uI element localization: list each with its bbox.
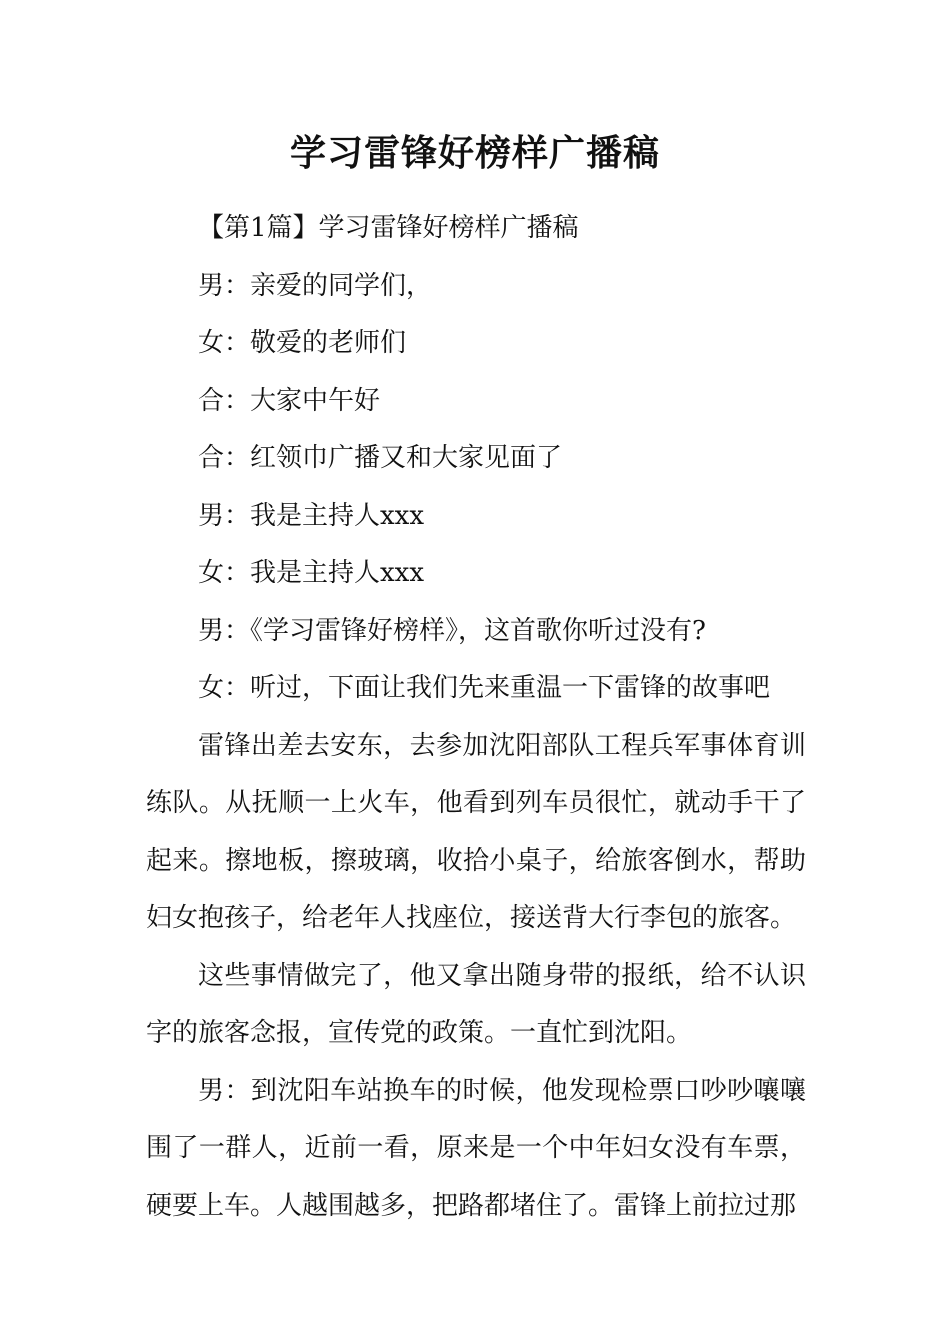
paragraph: 女：我是主持人xxx [198, 558, 424, 588]
document-title: 学习雷锋好榜样广播稿 [289, 132, 660, 174]
paragraph: 女：敬爱的老师们 [198, 328, 407, 358]
paragraph: 合：红领巾广播又和大家见面了 [198, 443, 563, 473]
paragraph: 男：到沈阳车站换车的时候，他发现检票口吵吵嚷嚷围了一群人，近前一看，原来是一个中年妇女没有车票，硬要上车。人越围越多，把路都堵住了。雷锋上前拉过那 [146, 1075, 806, 1221]
paragraph: 男：《学习雷锋好榜样》，这首歌你听过没有? [198, 615, 706, 646]
paragraph: 雷锋出差去安东，去参加沈阳部队工程兵军事体育训练队。从抚顺一上火车，他看到列车员很忙，就动手干了起来。擦地板，擦玻璃，收拾小桌子，给旅客倒水，帮助妇女抱孩子，给老年人找座位，接送背大行李包的旅客。 [146, 730, 806, 933]
paragraph: 【第1篇】学习雷锋好榜样广播稿 [198, 213, 579, 243]
document-body [146, 200, 806, 1235]
paragraph: 合：大家中午好 [198, 385, 381, 416]
paragraph: 这些事情做完了，他又拿出随身带的报纸，给不认识字的旅客念报，宣传党的政策。一直忙到沈阳。 [146, 960, 806, 1048]
paragraph: 男：我是主持人xxx [198, 500, 424, 531]
paragraph: 男：亲爱的同学们， [198, 270, 433, 301]
paragraph: 女：听过，下面让我们先来重温一下雷锋的故事吧 [198, 673, 771, 703]
